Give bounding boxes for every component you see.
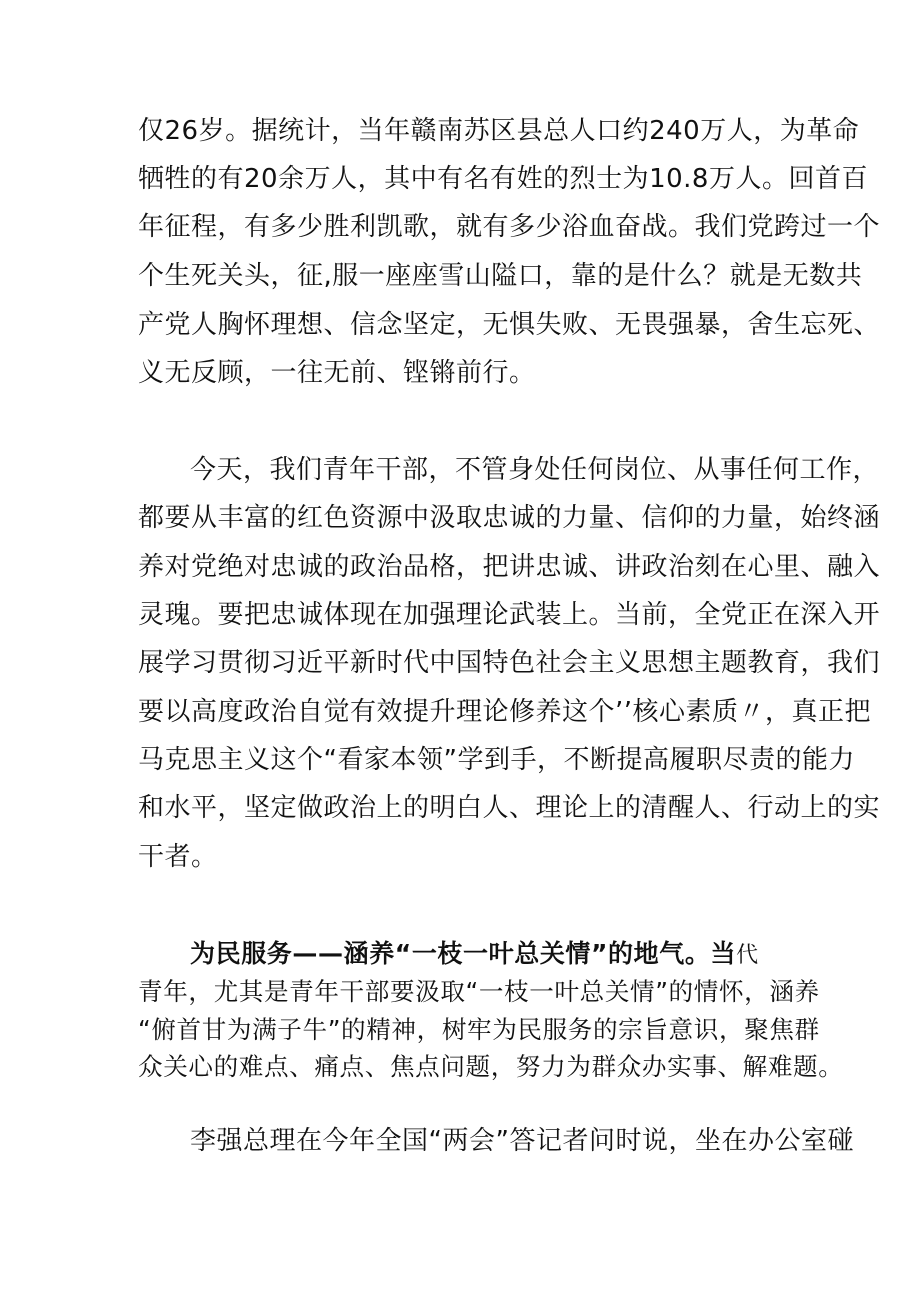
text-line: 牺牲的有20余万人，其中有名有姓的烈士为10.8万人。回首百: [138, 164, 868, 194]
section-heading: 为民服务——涵养“一枝一叶总关情”的地气。当: [190, 939, 737, 968]
text-line: 灵瑰。要把忠诚体现在加强理论武装上。当前，全党正在深入开: [138, 600, 881, 630]
text-line: 马克思主义这个“看家本领”学到手，不断提高履职尽责的能力: [138, 745, 855, 775]
text-line: 都要从丰富的红色资源中汲取忠诚的力量、信仰的力量，始终涵: [138, 503, 881, 533]
text-line: “俯首甘为满子牛”的精神，树牢为民服务的宗旨意识，聚焦群: [138, 1015, 820, 1044]
text-line: 李强总理在今年全国“两会”答记者问时说，坐在办公室碰: [190, 1126, 854, 1156]
text-line: 展学习贯彻习近平新时代中国特色社会主义思想主题教育，我们: [138, 648, 881, 678]
text-line: 义无反顾，一往无前、铿锵前行。: [138, 358, 536, 388]
text-line: 仅26岁。据统计，当年赣南苏区县总人口约240万人，为革命: [138, 116, 860, 146]
section-heading-line: [190, 939, 759, 971]
text-line: 个生死关头，征,服一座座雪山隘口，靠的是什么？就是无数共: [138, 261, 863, 291]
text-line: 众关心的难点、痛点、焦点问题，努力为群众办实事、解难题。: [138, 1052, 844, 1081]
text-line: 和水平，坚定做政治上的明白人、理论上的清醒人、行动上的实: [138, 793, 881, 823]
text-line: 干者。: [138, 842, 218, 872]
text-line: 要以高度政治自觉有效提升理论修养这个’’核心素质〃，真正把: [138, 697, 872, 727]
text-line: 养对党绝对忠诚的政治品格，把讲忠诚、讲政治刻在心里、融入: [138, 552, 881, 582]
text-line: 今天，我们青年干部，不管身处任何岗位、从事任何工作，: [190, 455, 880, 485]
heading-tail-text: 代: [736, 943, 759, 968]
text-line: 产党人胸怀理想、信念坚定，无惧失败、无畏强暴，舍生忘死、: [138, 310, 881, 340]
text-line: 青年，尤其是青年干部要汲取“一枝一叶总关情”的情怀，涵养: [138, 977, 820, 1006]
text-line: 年征程，有多少胜利凯歌，就有多少浴血奋战。我们党跨过一个: [138, 212, 881, 242]
